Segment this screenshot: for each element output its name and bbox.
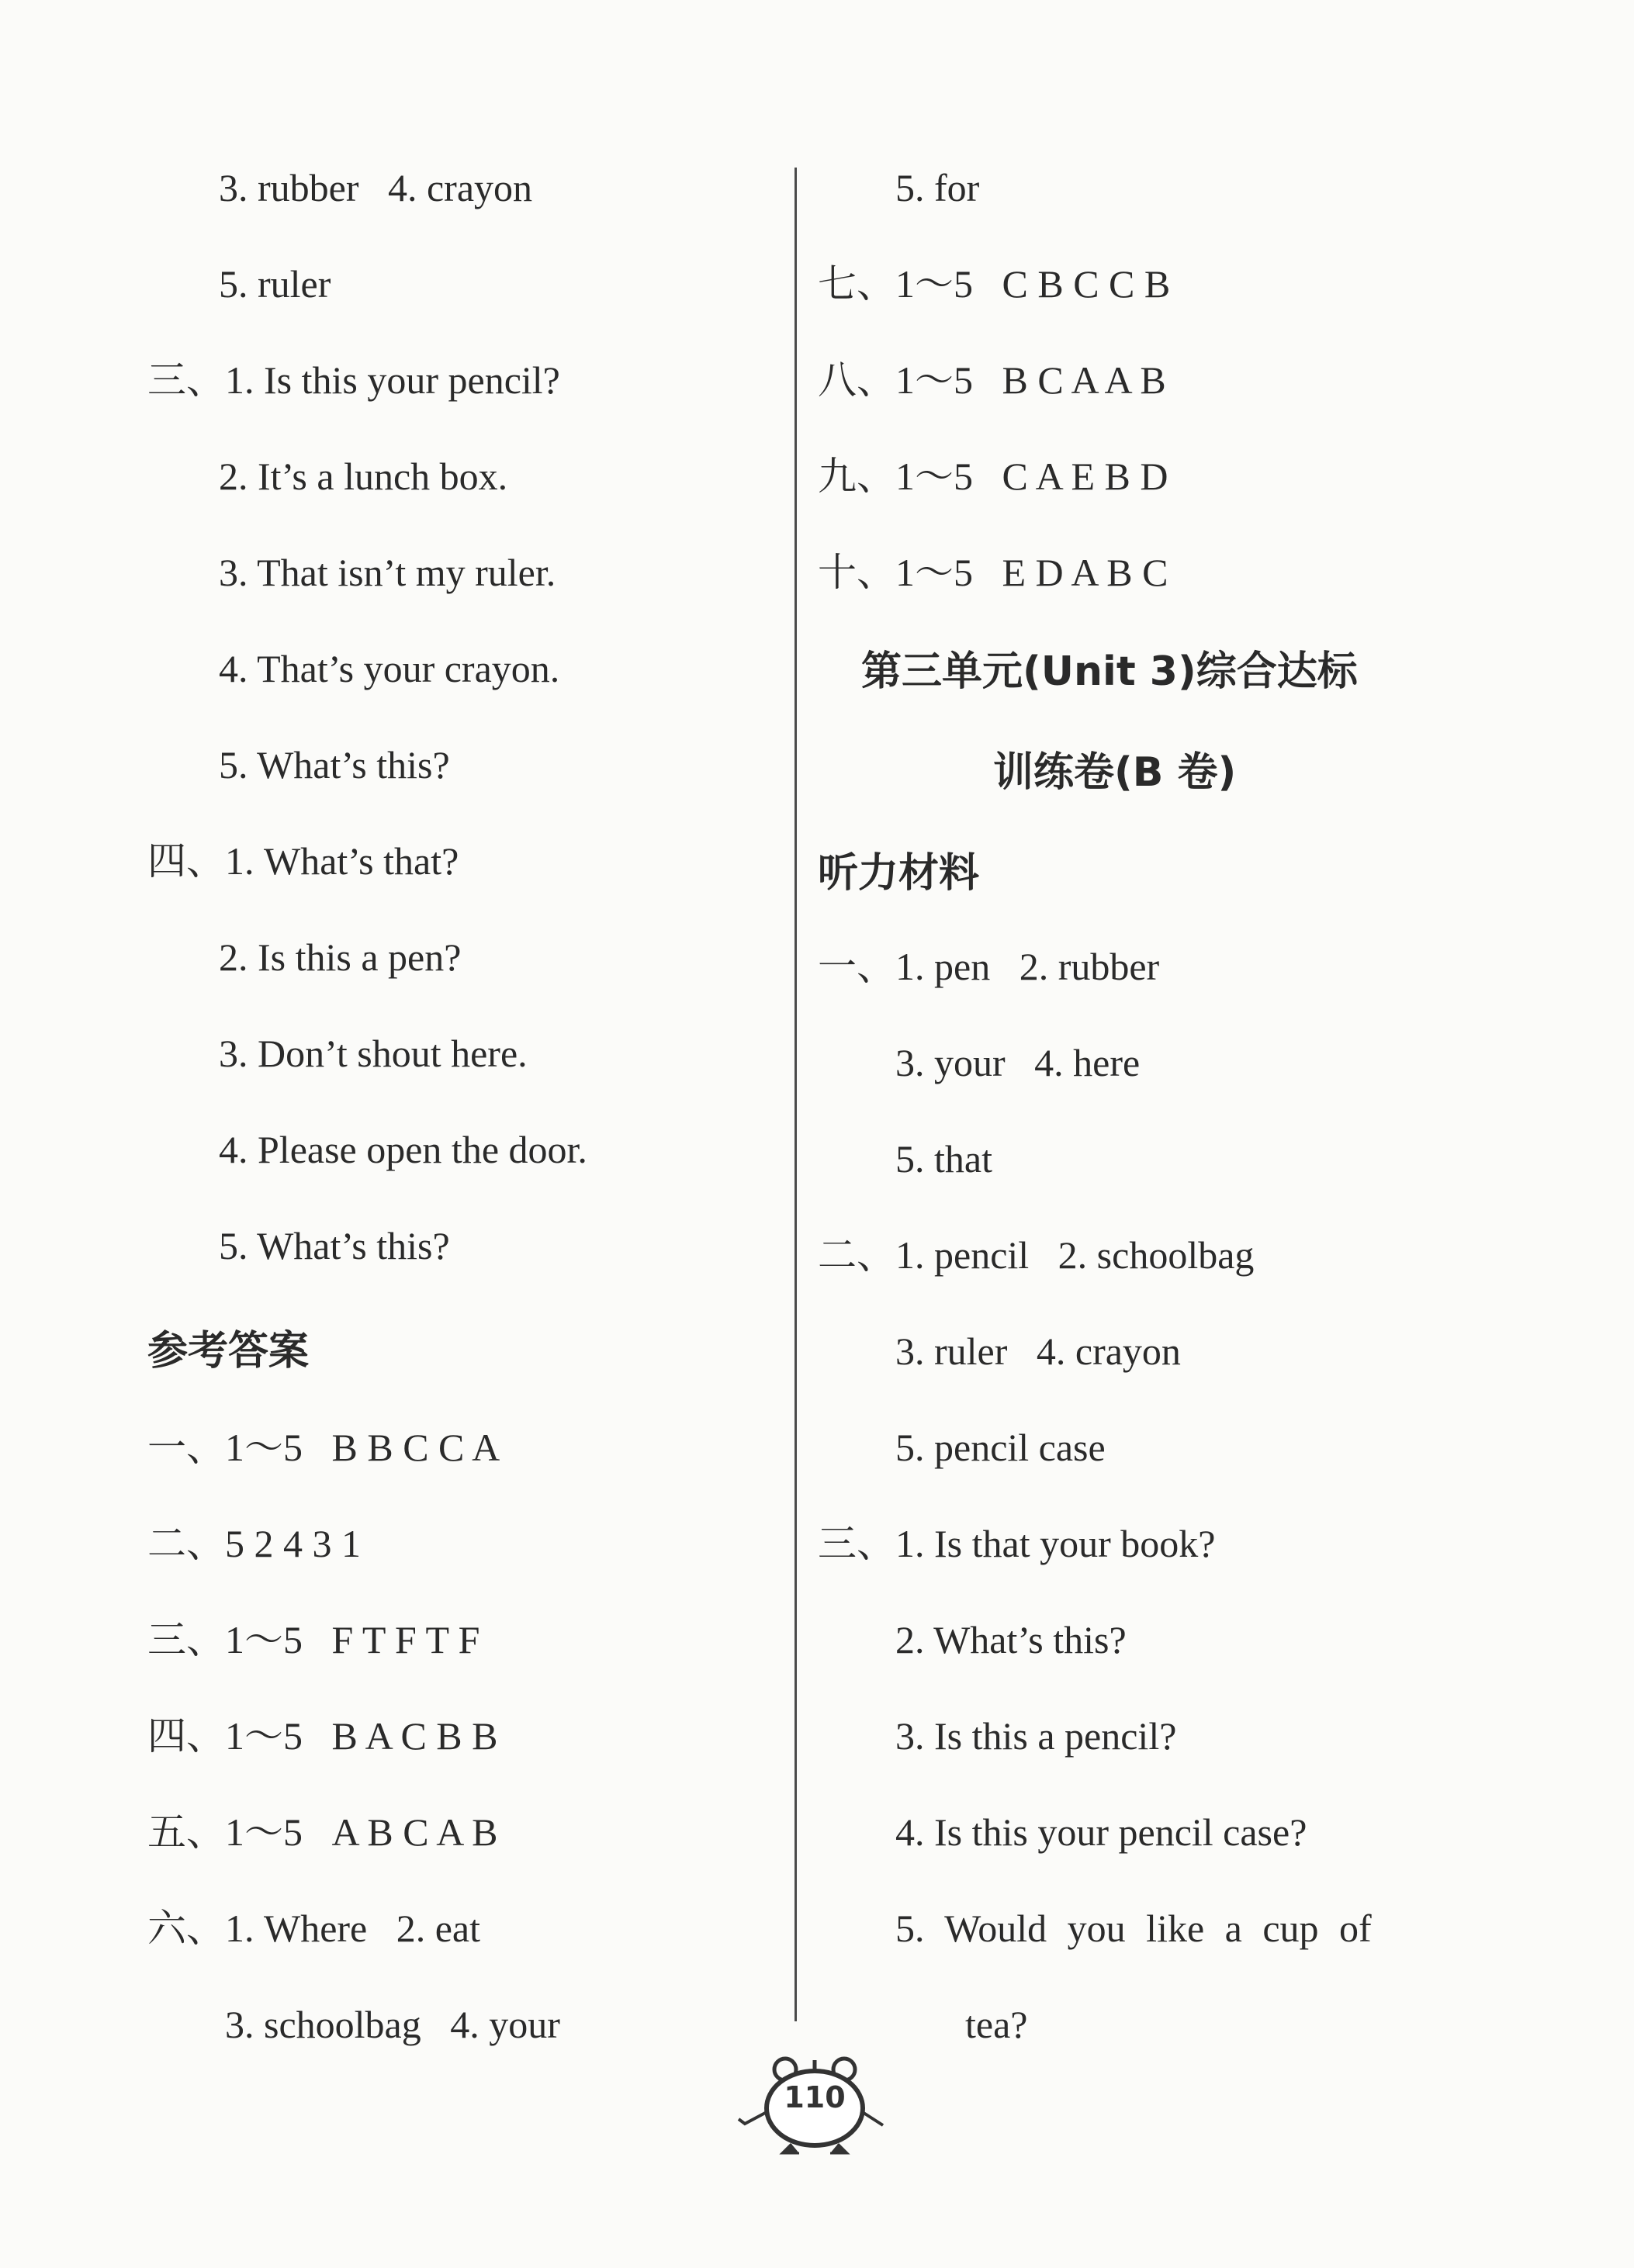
text-line: 二、1. pencil 2. schoolbag: [818, 1233, 1255, 1277]
page-number: 110: [784, 2080, 846, 2114]
section-heading-answers: 参考答案: [147, 1328, 310, 1374]
text-line: 2. What’s this?: [895, 1618, 1127, 1661]
text-line: 4. That’s your crayon.: [219, 647, 560, 690]
text-line: 一、1. pen 2. rubber: [818, 945, 1160, 988]
text-line: 四、1. What’s that?: [147, 839, 459, 883]
text-line: 3. Don’t shout here.: [219, 1032, 528, 1075]
text-line: 3. ruler 4. crayon: [895, 1329, 1181, 1373]
text-line: 5. for: [895, 166, 980, 209]
answer-line: 七、1～5 C B C C B: [818, 262, 1171, 306]
text-line: 4. Is this your pencil case?: [895, 1810, 1307, 1854]
text-line: 2. Is this a pen?: [219, 935, 462, 979]
unit-subtitle: 训练卷(B 卷): [993, 749, 1237, 796]
section-heading-listening: 听力材料: [818, 850, 980, 897]
answer-line: 十、1～5 E D A B C: [818, 551, 1168, 594]
page-footer: [737, 2048, 892, 2156]
text-line: 三、1. Is this your pencil?: [147, 358, 560, 402]
text-line: 5. ruler: [219, 262, 331, 306]
text-line: 3. your 4. here: [895, 1041, 1141, 1084]
answer-line: 四、1～5 B A C B B: [147, 1714, 498, 1758]
answer-line: 一、1～5 B B C C A: [147, 1426, 500, 1469]
text-line: 3. rubber 4. crayon: [219, 166, 533, 209]
text-line: 5. Would you like a cup of: [895, 1907, 1372, 1950]
answer-line: 五、1～5 A B C A B: [147, 1810, 498, 1854]
answer-line: 六、1. Where 2. eat: [147, 1907, 481, 1950]
unit-title: 第三单元(Unit 3)综合达标: [861, 648, 1358, 695]
answer-line: 八、1～5 B C A A B: [818, 358, 1166, 402]
text-line: 2. It’s a lunch box.: [219, 455, 508, 498]
answer-line: 3. schoolbag 4. your: [225, 2003, 560, 2046]
column-divider: [794, 168, 797, 2021]
text-line: 三、1. Is that your book?: [818, 1522, 1216, 1565]
answer-line: 二、5 2 4 3 1: [147, 1522, 361, 1565]
text-line: 5. What’s this?: [219, 1224, 450, 1267]
answer-line: 九、1～5 C A E B D: [818, 455, 1168, 498]
text-line: 5. that: [895, 1137, 992, 1181]
text-line: 3. Is this a pencil?: [895, 1714, 1177, 1758]
text-line: 3. That isn’t my ruler.: [219, 551, 556, 594]
text-line: 5. What’s this?: [219, 743, 450, 787]
text-line: 5. pencil case: [895, 1426, 1106, 1469]
text-line: tea?: [965, 2003, 1028, 2046]
answer-line: 三、1～5 F T F T F: [147, 1618, 480, 1661]
text-line: 4. Please open the door.: [219, 1128, 587, 1171]
